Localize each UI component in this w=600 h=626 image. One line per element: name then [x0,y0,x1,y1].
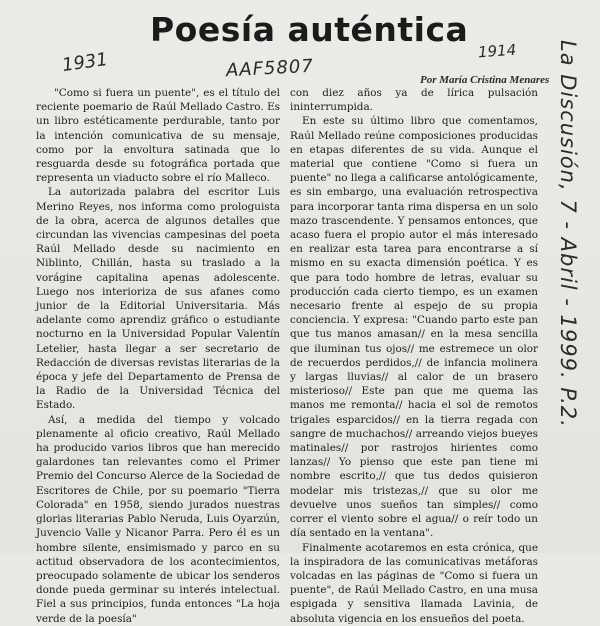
paragraph: En este su último libro que comentamos, Raúl Mellado reúne composiciones producidas en etapas diferentes de su vida. Aunque el material que contiene "Como si fuera un puente" no llega a calificarse antológicamente, es sin embargo, una evaluación retrospectiva para incorporar tanta rima dispersa en un solo mazo trascendente. Y pensamos entonces, que acaso fuera el propio autor el más interesado en realizar esta tarea para encontrarse a sí mismo en su exacta dimensión poética. Y es que para todo hombre de letras, evaluar su producción cada cierto tiempo, es un examen necesario frente al espejo de su propia conciencia. Y expresa: "Cuando parto este pan que tus manos amasan// en la mesa sencilla que iluminan tus ojos// me estremece un olor de recuerdos perdidos,// de infancia molinera y largas lluvias// al calor de un brasero misterioso// Este pan que me quema las manos me remonta// hacia el sol de remotos trigales esparcidos// en la tierra regada con sangre de muchachos// arreando viejos bueyes matinales// por rastrojos hirientes como lanzas// Yo pienso que este pan tiene mi nombre escrito,// que tus dedos quisieron modelar mis tristezas,// que su olor me devuelve unos sueños tan simples// como correr el viento sobre el agua// o reír todo un día sentado en la ventana". [290,115,538,540]
paragraph: con diez años ya de lírica pulsación ininterrumpida. [290,87,538,114]
paragraph: Así, a medida del tiempo y volcado plenamente al oficio creativo, Raúl Mellado ha producido varios libros que han merecido galardones tan relevantes como el Primer Premio del Concurso Alerce de la Sociedad de Escritores de Chile, por su poemario "Tierra Colorada" en 1958, siendo jurados nuestras glorias literarias Pablo Neruda, Luis Oyarzún, Juvencio Valle y Nicanor Parra. Pero él es un hombre silente, ensimismado y parco en su actitud observadora de los acontecimientos, preocupado solamente de ubicar los senderos donde pueda germinar su interés intelectual. Fiel a sus principios, funda entonces "La hoja verde de la poesía" [36,413,280,625]
handwritten-year-right: 1914 [477,40,517,62]
paragraph: Finalmente acotaremos en esta crónica, que la inspiradora de las comunicativas metáforas volcadas en las páginas de "Como si fuera un puente", de Raúl Mellado Castro, en una musa espigada y sensitiva llamada Lavinia, de absoluta vigencia en los ensueños del poeta. [290,541,538,625]
handwritten-catalog-code: AAF5807 [225,55,315,82]
handwritten-year-left: 1931 [60,48,110,77]
paragraph: La autorizada palabra del escritor Luis Merino Reyes, nos informa como prologuista de la obra, acerca de algunos detalles que circundan las vivencias campesinas del poeta Raúl Mellado desde su nacimiento en Niblinto, Chillán, hasta su traslado a la vorágine capitalina apenas adolescente. Luego nos interioriza de sus afanes como junior de la Editorial Universitaria. Más adelante como aprendiz gráfico o estudiante nocturno en la Universidad Popular Valentín Letelier, hasta llegar a ser secretario de Redacción de diversas revistas literarias de la época y jefe del Departamento de Prensa de la Radio de la Universidad Técnica del Estado. [36,186,280,412]
article-column-right [290,86,538,626]
article-column-left [36,86,280,626]
paragraph: "Como si fuera un puente", es el título del reciente poemario de Raúl Mellado Castro. Es un libro estéticamente perdurable, tanto por la intención comunicativa de su mensaje, como por la envoltura satinada que lo resguarda desde su fotográfica portada que representa un viaducto sobre el río Malleco. [36,87,280,185]
handwritten-source-note: La Discusión, 7 - Abril - 1999. P.2. [556,40,580,428]
article-byline: Por María Cristina Menares [420,74,550,86]
article-title: Poesía auténtica [150,10,469,49]
